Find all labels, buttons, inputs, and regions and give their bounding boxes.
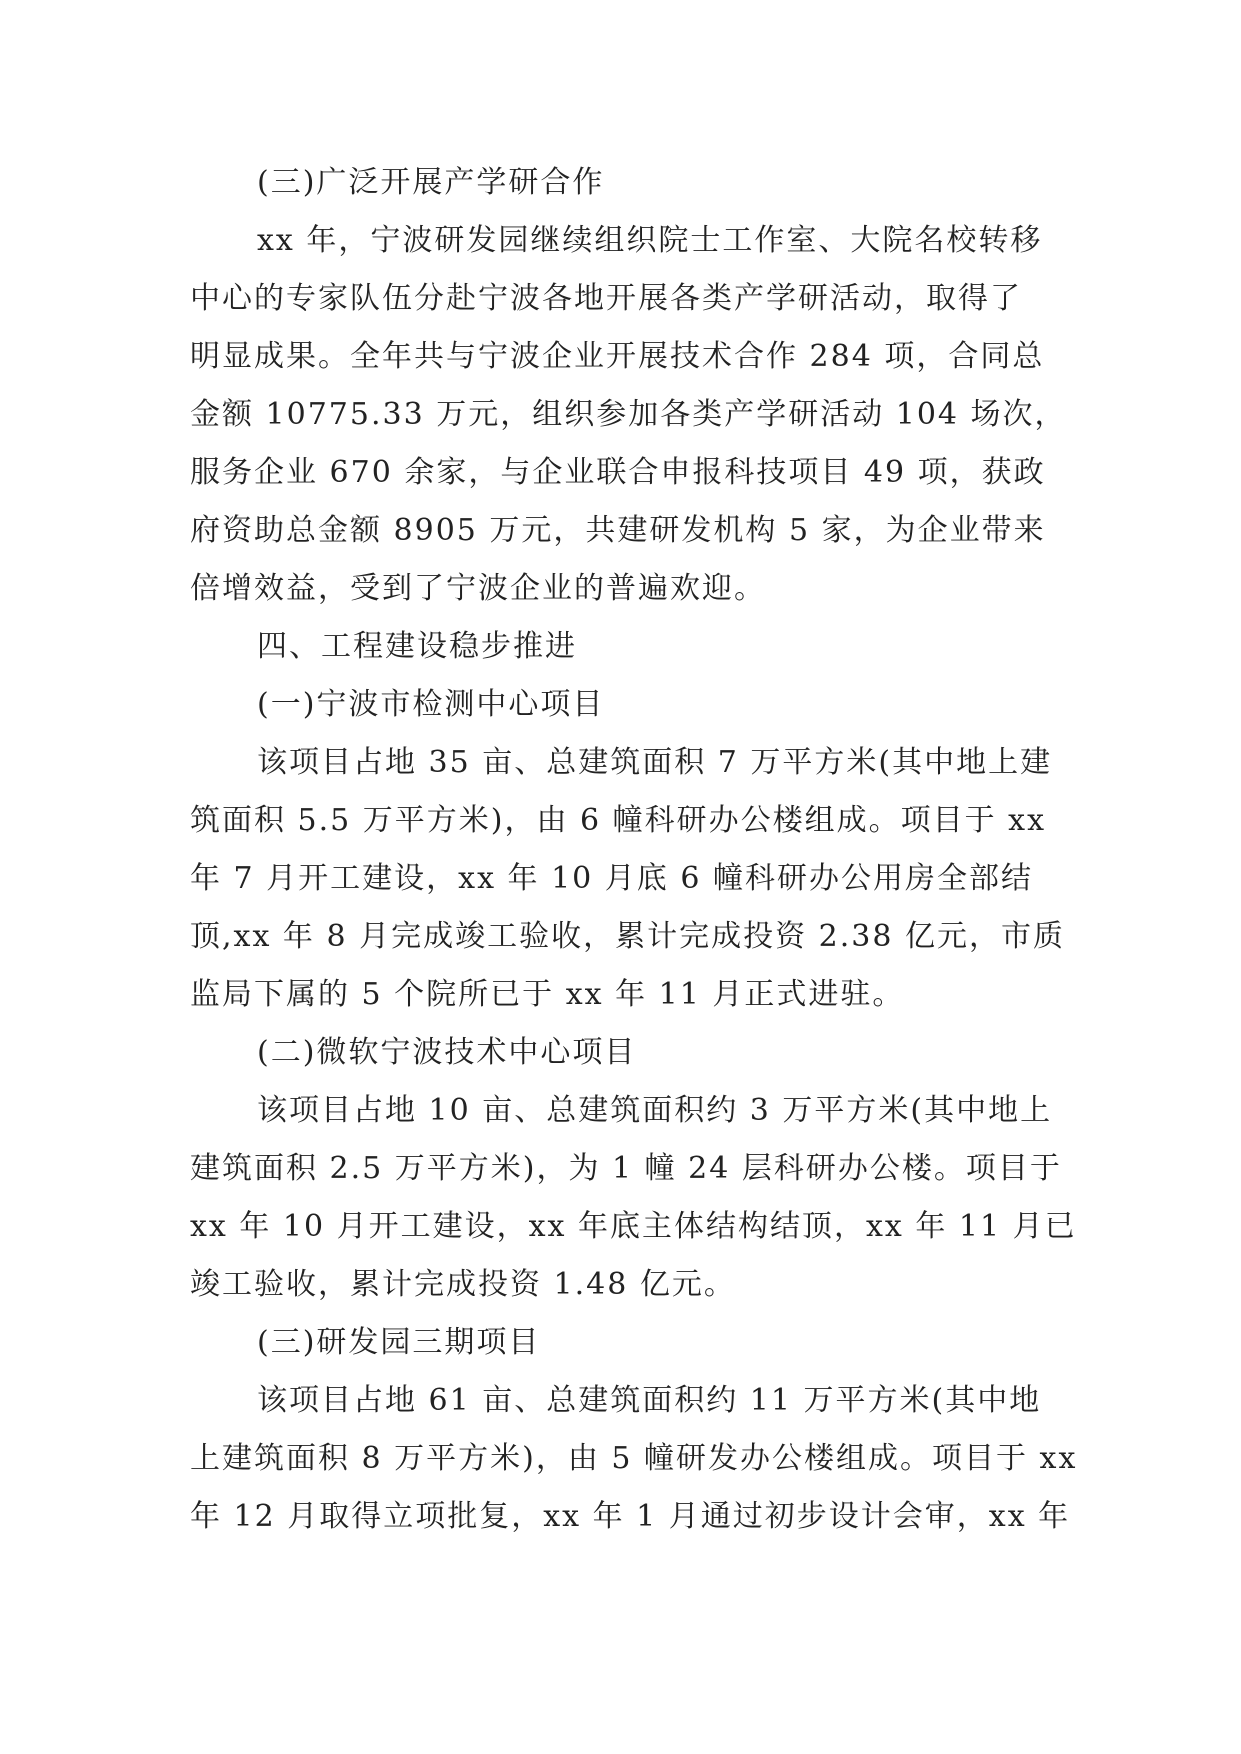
subsection-heading-microsoft-center: (二)微软宁波技术中心项目 bbox=[257, 1035, 637, 1070]
paragraph-line: 上建筑面积 8 万平方米)，由 5 幢研发办公楼组成。项目于 xx bbox=[190, 1441, 1078, 1476]
subsection-heading-testing-center: (一)宁波市检测中心项目 bbox=[257, 687, 605, 722]
paragraph-line: 金额 10775.33 万元，组织参加各类产学研活动 104 场次， bbox=[190, 397, 1067, 432]
paragraph-line: 该项目占地 10 亩、总建筑面积约 3 万平方米(其中地上 bbox=[257, 1093, 1053, 1128]
paragraph-line: 年 7 月开工建设，xx 年 10 月底 6 幢科研办公用房全部结 bbox=[190, 861, 1033, 896]
paragraph-line: xx 年，宁波研发园继续组织院士工作室、大院名校转移 bbox=[257, 223, 1043, 258]
section-heading-industry-research-cooperation: (三)广泛开展产学研合作 bbox=[257, 165, 605, 200]
paragraph-line: 服务企业 670 余家，与企业联合申报科技项目 49 项，获政 bbox=[190, 455, 1046, 490]
paragraph-line: 年 12 月取得立项批复，xx 年 1 月通过初步设计会审，xx 年 bbox=[190, 1499, 1071, 1534]
paragraph-line: 竣工验收，累计完成投资 1.48 亿元。 bbox=[190, 1267, 736, 1302]
paragraph-line: xx 年 10 月开工建设，xx 年底主体结构结顶，xx 年 11 月已 bbox=[190, 1209, 1077, 1244]
paragraph-line: 倍增效益，受到了宁波企业的普遍欢迎。 bbox=[190, 571, 766, 606]
paragraph-line: 该项目占地 35 亩、总建筑面积 7 万平方米(其中地上建 bbox=[257, 745, 1053, 780]
paragraph-line: 中心的专家队伍分赴宁波各地开展各类产学研活动，取得了 bbox=[190, 281, 1022, 316]
paragraph-line: 顶,xx 年 8 月完成竣工验收，累计完成投资 2.38 亿元，市质 bbox=[190, 919, 1065, 954]
paragraph-line: 监局下属的 5 个院所已于 xx 年 11 月正式进驻。 bbox=[190, 977, 905, 1012]
subsection-heading-phase-three: (三)研发园三期项目 bbox=[257, 1325, 541, 1360]
paragraph-line: 明显成果。全年共与宁波企业开展技术合作 284 项，合同总 bbox=[190, 339, 1045, 374]
paragraph-line: 该项目占地 61 亩、总建筑面积约 11 万平方米(其中地 bbox=[257, 1383, 1042, 1418]
paragraph-line: 建筑面积 2.5 万平方米)，为 1 幢 24 层科研办公楼。项目于 bbox=[190, 1151, 1062, 1186]
section-heading-engineering: 四、工程建设稳步推进 bbox=[257, 629, 577, 664]
paragraph-line: 府资助总金额 8905 万元，共建研发机构 5 家，为企业带来 bbox=[190, 513, 1046, 548]
paragraph-line: 筑面积 5.5 万平方米)，由 6 幢科研办公楼组成。项目于 xx bbox=[190, 803, 1047, 838]
